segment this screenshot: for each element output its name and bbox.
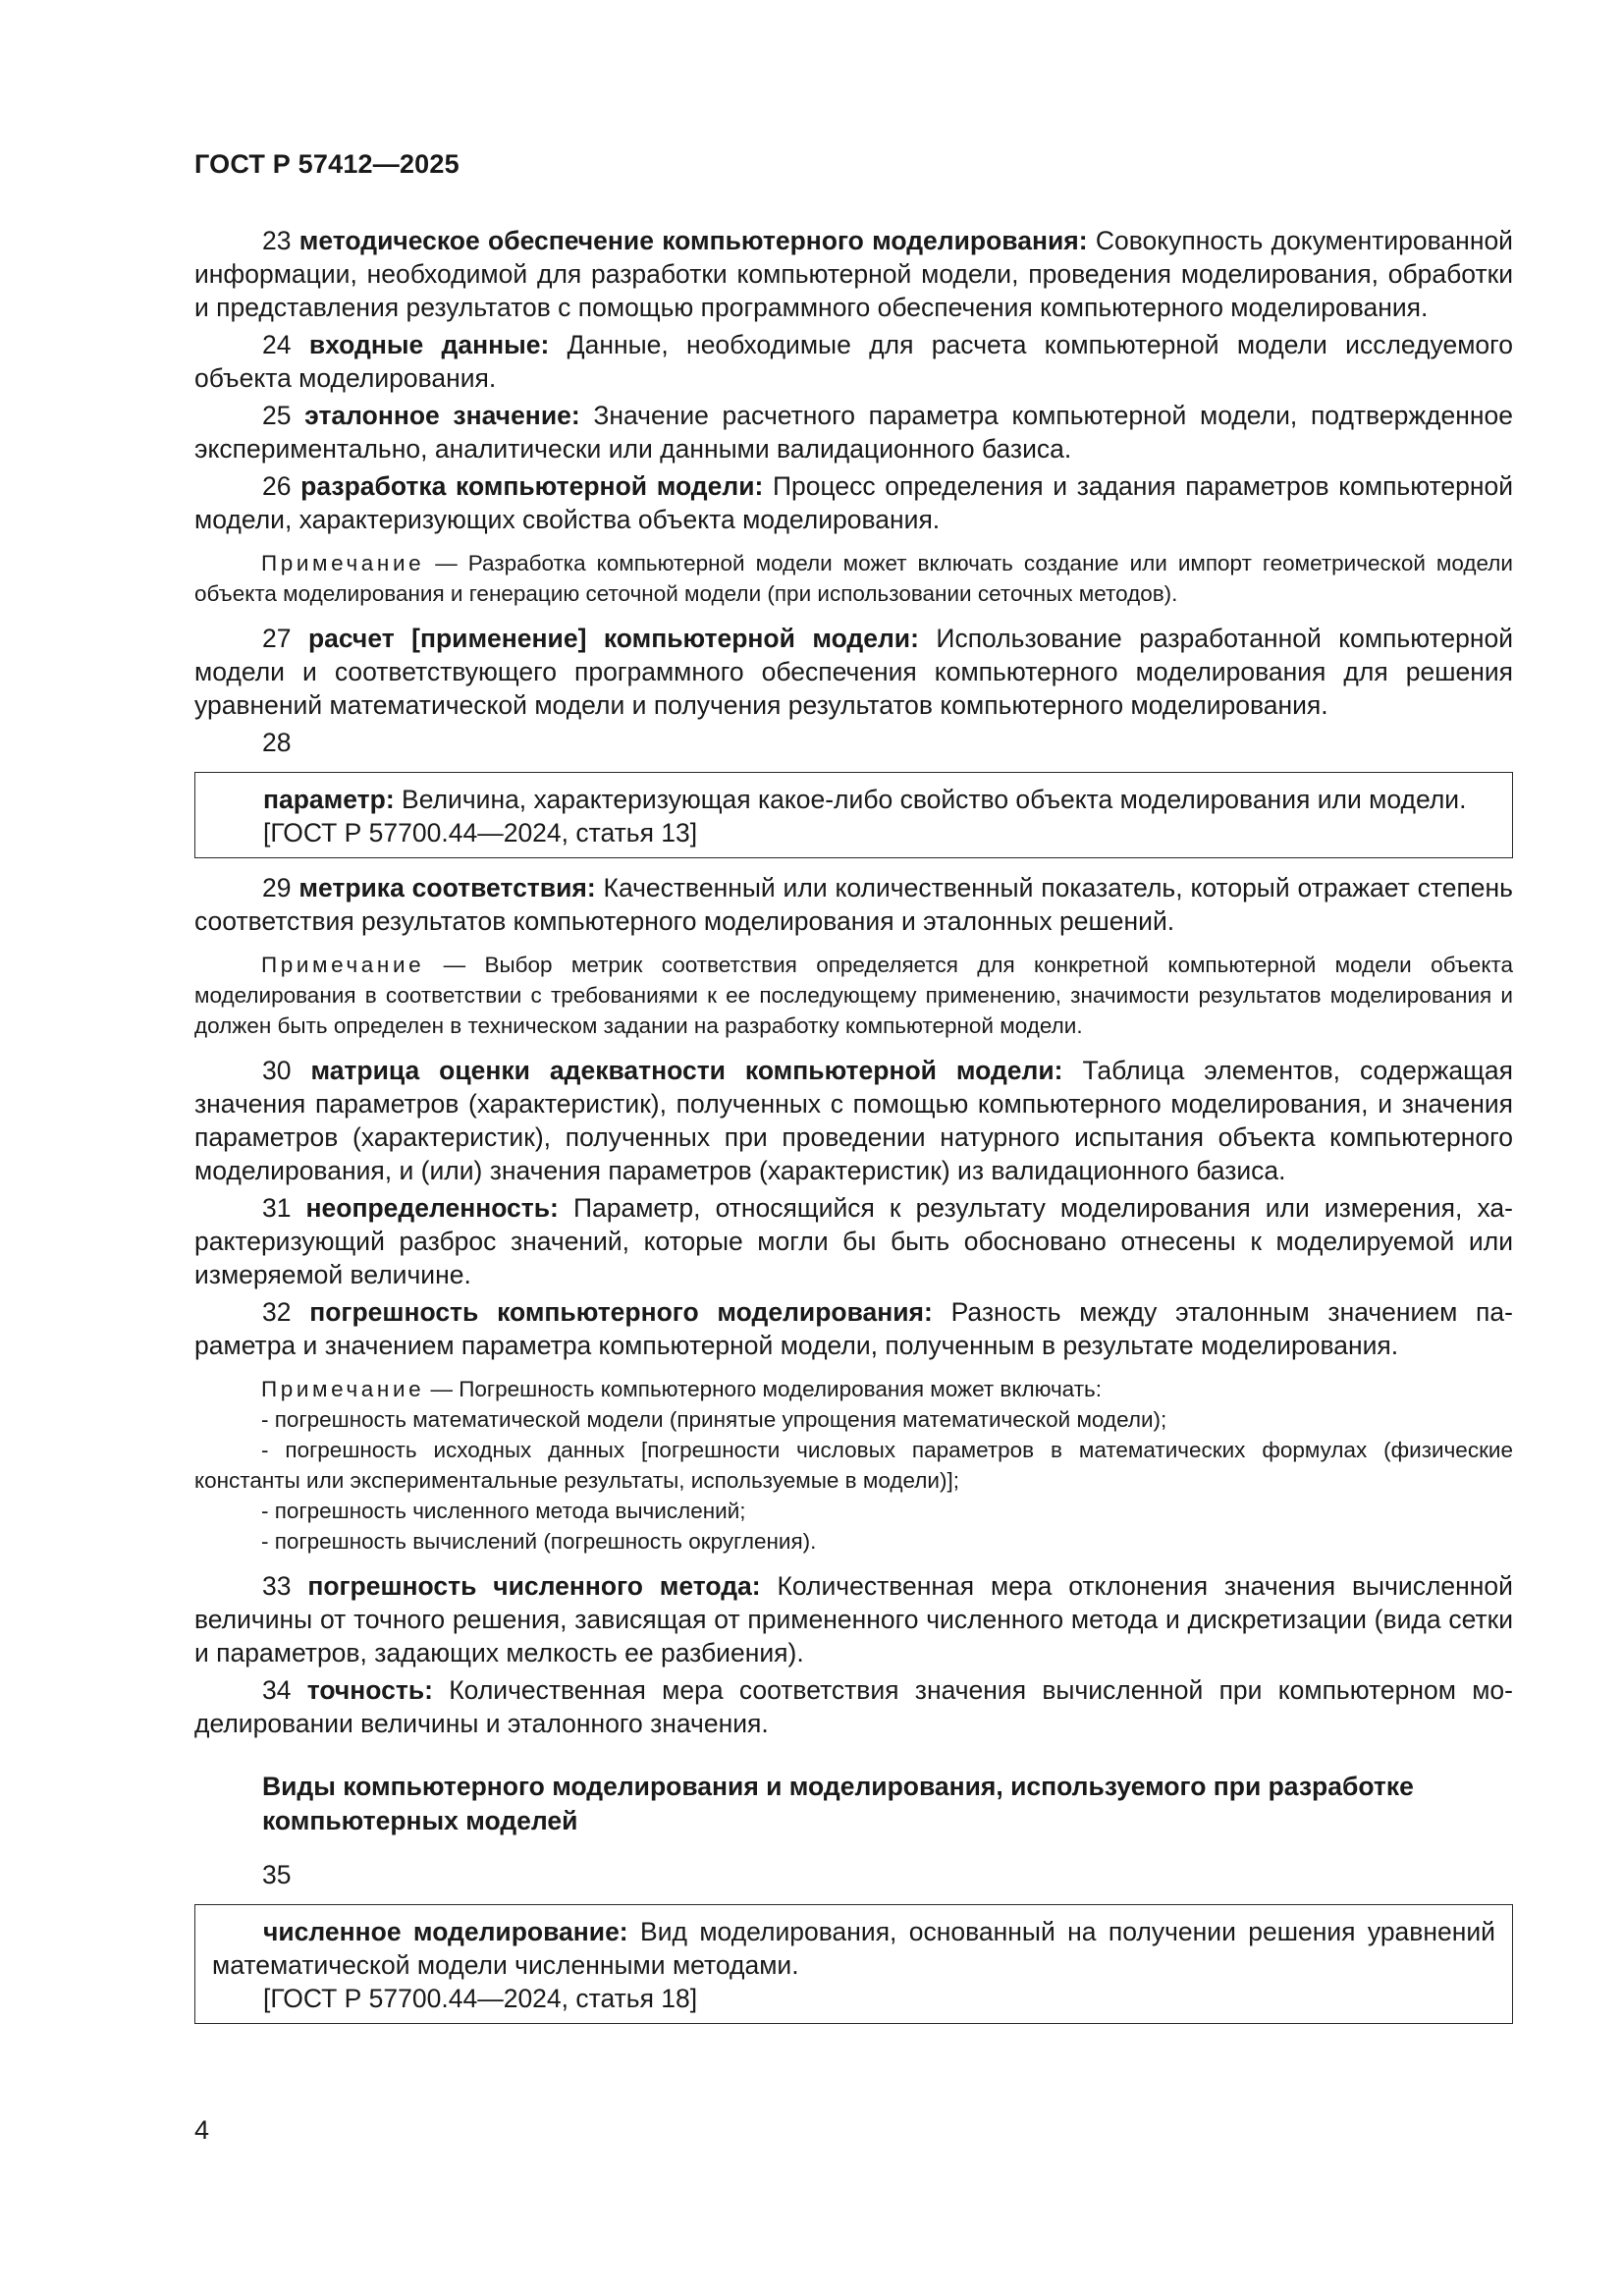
term-number: 25 <box>262 401 292 430</box>
term-entry-23 <box>194 224 1513 324</box>
term-number: 29 <box>262 873 292 902</box>
term-number-35: 35 <box>262 1860 292 1889</box>
term-name: методическое обеспечение компьютерного моделирования: <box>298 226 1088 255</box>
term-entry-26 <box>194 469 1513 536</box>
term-name: метрика соответствия: <box>298 873 596 902</box>
document-header: ГОСТ Р 57412—2025 <box>194 149 460 179</box>
term-entry-30 <box>194 1054 1513 1187</box>
quoted-term-box-35 <box>194 1904 1513 2024</box>
term-name: неопределенность: <box>305 1193 559 1223</box>
term-entry-32 <box>194 1295 1513 1362</box>
term-number: 26 <box>262 471 292 501</box>
term-number: 23 <box>262 226 292 255</box>
note-list-item: - погрешность численного метода вычислений; <box>261 1499 746 1523</box>
term-entry-27 <box>194 622 1513 722</box>
term-entry-33 <box>194 1569 1513 1669</box>
term-name: эталонное значение: <box>304 401 580 430</box>
term-number: 34 <box>262 1675 292 1705</box>
term-definition: Количественная мера соответствия значения вычисленной при компьютерном моделировании величины и эталонного значения. <box>194 1675 1513 1738</box>
quoted-term-box-28 <box>194 772 1513 858</box>
note-label: Примечание <box>261 1377 425 1401</box>
term-definition: Величина, характеризующая какое-либо свойство объекта моделирования или модели. <box>402 785 1467 814</box>
term-entry-25 <box>194 399 1513 465</box>
term-definition: Совокупность документированной информации, необходимой для разработки компьютерной модели, проведения моделирования, обработки и представления результатов с помощью программного обеспечения компьютерного моделирования. <box>194 226 1513 322</box>
note-text: — Выбор метрик соответствия определяется для конкретной компьютерной модели объекта моделирования в соответствии с требованиями к ее последующему применению, значимости результатов моделирования и должен быть определен в техническом задании на разработку компьютерной модели. <box>194 953 1513 1038</box>
term-name: параметр: <box>263 785 395 814</box>
term-name: матрица оценки адекватности компьютерной модели: <box>310 1056 1063 1085</box>
note-list-item: - погрешность исходных данных [погрешности числовых параметров в математических формулах (физические константы или экспериментальные результаты, используемые в модели)]; <box>194 1438 1513 1493</box>
term-definition: Данные, необходимые для расчета компьютерной модели исследуемого объекта моделирования. <box>194 330 1513 393</box>
note-label: Примечание <box>261 953 425 977</box>
note-32 <box>194 1374 1513 1557</box>
term-number-28: 28 <box>262 728 292 757</box>
term-entry-34 <box>194 1673 1513 1740</box>
term-entry-28 <box>212 783 1495 816</box>
term-number: 32 <box>262 1297 292 1327</box>
term-definition: Качественный или количественный показатель, который отражает степень соответствия результатов компьютерного моделирования и эталонных решений. <box>194 873 1513 936</box>
term-name: численное моделирование: <box>263 1917 628 1946</box>
document-body <box>194 224 1513 2024</box>
page-number: 4 <box>194 2115 210 2145</box>
term-name: погрешность компьютерного моделирования: <box>309 1297 933 1327</box>
term-definition: Значение расчетного параметра компьютерной модели, подтвержденное экспериментально, аналитически или данными валидационного базиса. <box>194 401 1513 464</box>
term-entry-24 <box>194 328 1513 395</box>
term-definition: Таблица элементов, содержащая значения параметров (характеристик), полученных с помощью компьютерного моделирования, и значения параметров (характеристик), полученных при проведении натурного испытания объекта компьютерного моделирования, и (или) значения параметров (характеристик) из валидационного базиса. <box>194 1056 1513 1185</box>
term-definition: Разность между эталонным значением параметра и значением параметра компьютерной модели, полученным в результате моделирования. <box>194 1297 1513 1360</box>
term-number: 24 <box>262 330 292 359</box>
note-26 <box>194 548 1513 609</box>
term-number: 31 <box>262 1193 292 1223</box>
term-name: точность: <box>306 1675 433 1705</box>
term-name: разработка компьютерной модели: <box>300 471 764 501</box>
term-definition: Количественная мера отклонения значения вычисленной величины от точного решения, зависящая от примененного численного метода и дискретизации (вида сетки и параметров, задающих мелкость ее разбиения). <box>194 1571 1513 1667</box>
note-text: — Погрешность компьютерного моделирования может включать: <box>430 1377 1102 1401</box>
term-entry-35 <box>212 1915 1495 1982</box>
term-number: 33 <box>262 1571 292 1601</box>
term-number: 27 <box>262 624 292 653</box>
term-entry-29 <box>194 871 1513 938</box>
term-name: входные данные: <box>308 330 550 359</box>
note-list-item: - погрешность математической модели (принятые упрощения математической модели); <box>261 1407 1167 1432</box>
term-source-reference: [ГОСТ Р 57700.44—2024, статья 18] <box>263 1984 698 2013</box>
note-intro <box>194 1374 1513 1404</box>
term-entry-31 <box>194 1191 1513 1291</box>
note-label: Примечание <box>261 551 425 575</box>
note-29 <box>194 950 1513 1041</box>
term-definition: Использование разработанной компьютерной модели и соответствующего программного обеспечения компьютерного моделирования для решения уравнений математической модели и получения результатов компьютерного моделирования. <box>194 624 1513 720</box>
term-definition: Процесс определения и задания параметров компьютерной модели, характеризующих свойства объекта моделирования. <box>194 471 1514 534</box>
term-number: 30 <box>262 1056 292 1085</box>
note-list-item: - погрешность вычислений (погрешность округления). <box>261 1529 817 1554</box>
term-name: расчет [применение] компьютерной модели: <box>307 624 919 653</box>
note-text: — Разработка компьютерной модели может включать создание или импорт геометрической модели объекта моделирования и генерацию сеточной модели (при использовании сеточных методов). <box>194 551 1513 606</box>
term-definition: Параметр, относящийся к результату моделирования или измерения, характеризующий разброс значений, которые могли бы быть обосновано отнесены к моделируемой или измеряемой величине. <box>194 1193 1513 1289</box>
term-source-reference: [ГОСТ Р 57700.44—2024, статья 13] <box>263 818 698 847</box>
section-heading: Виды компьютерного моделирования и моделирования, используемого при разработке компьютерных моделей <box>262 1772 1414 1835</box>
term-definition: Вид моделирования, основанный на получении решения уравнений математической модели численными методами. <box>212 1917 1495 1980</box>
term-name: погрешность численного метода: <box>307 1571 761 1601</box>
